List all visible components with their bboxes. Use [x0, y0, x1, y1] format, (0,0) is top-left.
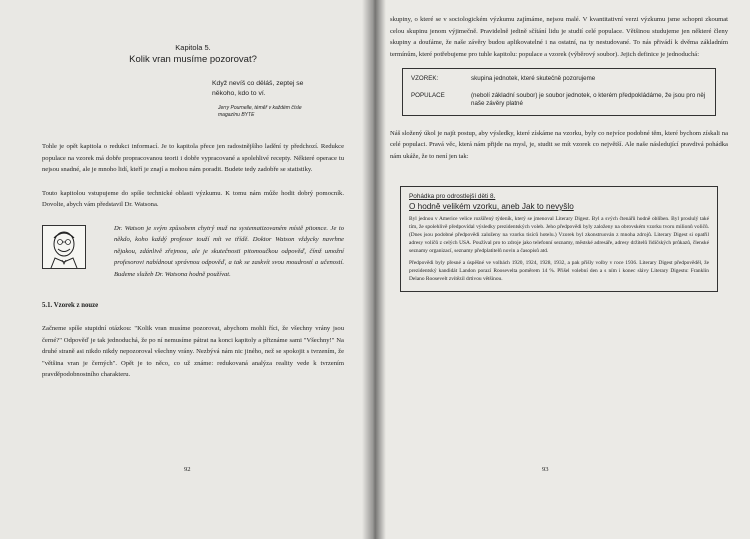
- epigraph-source-line: Jerry Pournelle, téměř v každém čísle: [218, 105, 302, 111]
- definition-term: VZOREK:: [411, 75, 439, 82]
- watson-cartoon-icon: [42, 225, 86, 269]
- chapter-label: Kapitola 5.: [175, 43, 211, 52]
- paragraph: skupiny, o které se v sociologickém výzkumu zajímáme, nejsou malé. V kvantitativní verzi výzkumu jsme schopni zkoumat celou skupinu jenom výjimečně. Pravidelně jedině sčítání lidu je studií celé populace. Většinou studujeme jen některé členy skupiny a doufáme, že naše závěry budou aplikovatelné i na ostatní, na ty nestudované. To nás přivádí k dvěma základním termínům, které potřebujeme pro tuhle kapitolu: populace a vzorek (výběrový soubor). Jejich definice je jednoduchá:: [390, 16, 728, 58]
- paragraph: Začneme spíše stupidní otázkou: "Kolik vran musíme pozorovat, abychom mohli říci, že všechny vrány jsou černé?" Odpověď je tak jednoduchá, že po ní nemusíme pátrat na konci kapitoly a přiznáme sami "Všechny!" Na druhé straně asi nikdo nikdy nepozoroval všechny vrány. Nezbývá nám nic jiného, než se spokojit s tvrzením, že "většina vran je černých". Opět je to něco, co už známe: redukovaná analýza reality vede k tvrzením pravděpodobnostního charakteru.: [42, 325, 344, 378]
- chapter-title: Kolik vran musíme pozorovat?: [129, 54, 257, 65]
- story-box: [400, 186, 718, 292]
- paragraph: Touto kapitolou vstupujeme do spíše technické oblasti výzkumu. K tomu nám může hodit dobrý pomocník. Dovolte, abych vám představil Dr. Watsona.: [42, 189, 344, 208]
- definition-text: skupina jednotek, které skutečně pozorujeme: [471, 75, 596, 82]
- epigraph-source-line: magazínu BYTE: [218, 112, 255, 118]
- page-number: 92: [184, 466, 191, 473]
- book-gutter: [362, 0, 386, 539]
- story-label: Pohádka pro odrostlejší děti 8.: [409, 193, 496, 200]
- paragraph: Tohle je opět kapitola o redukci informací. Je to kapitola přece jen radostnějšího ladění ty předchozí. Redukce populace na vzorek má dobře propracovanou teorii i dobře vypracované a spolehlivé recepty. Některé operace tu nejsou snadné, ale je mnoho lidí, kteří je znají a mohou nám poradit. Budete tedy zadobře se statistiky.: [42, 143, 344, 173]
- story-title: O hodně velikém vzorku, aneb Jak to nevyšlo: [409, 202, 574, 211]
- watson-description: Dr. Watson je svým způsobem chytrý muž na systematizovaném místě pitomce. Je to někdo, koho každý profesor touží mít ve třídě. Doktor Watson vždycky navrhne nějakou, zdánlivě zřejmou, ale je skutečnosti pitomoučkou odpověď, čímž umožní profesorovi nabídnout správnou odpověď, a tak se zaskvít svou moudrostí a učeností. Budeme služeb Dr. Watsona hodně používat.: [114, 224, 344, 278]
- definitions-box: [402, 68, 716, 116]
- epigraph-source: [218, 105, 344, 119]
- watson-aside: [42, 223, 344, 281]
- section-heading: 5.1. Vzorek z nouze: [42, 302, 99, 309]
- epigraph: [212, 79, 344, 99]
- page-number: 93: [542, 466, 549, 473]
- epigraph-line: Když nevíš co děláš, zeptej se: [212, 80, 304, 87]
- left-page: [0, 0, 372, 539]
- story-paragraph: Předpovědi byly přesné a úspěšné ve volbách 1920, 1924, 1928, 1932, a pak přišly volby v roce 1936. Literary Digest předpověděl, že prezidentský kandidát Landon porazí Roosevelta poměrem 14 %. Přišel volební den a s ním i konec slávy Literary Digestu: Franklin Delano Roosevelt zvítězil drtivou většinou.: [409, 260, 709, 282]
- definition-term: POPULACE: [411, 91, 445, 99]
- right-page: [372, 0, 750, 539]
- story-paragraph: Byl jednou v Americe velice rozšířený týdeník, který se jmenoval Literary Digest. Byl a svých čtenářů hodně oblíben. Byl proslulý také tím, že spolehlivě předpovídal výsledky prezidentských voleb. Jeho předpovědi byly založeny na obrovském vzorku tvoru milionů voličů. (Dnes jsou podobné předpovědi založeny na vzorku tisíců hotelu.) Vzorek byl zkonstruován z mnoha zdrojů. Literary Digest si opatřil adresy voličů z celých USA. Používal pro to zdroje jako telefonní seznamy, městské adresáře, adresy držitelů řidičských průkazů, členské seznamy organizací, seznamy předplatitelů novin a časopisů atd.: [409, 216, 709, 254]
- definition-text: (nebolí základní soubor) je soubor jednotek, o kterém předpokládáme, že jsou pro něj naše závěry platné: [471, 91, 706, 107]
- paragraph: Náš složený úkol je najít postup, aby výsledky, které získáme na vzorku, byly co nejvíce podobné těm, které bychom získali na celé populaci. Pravá věc, která nám přijde na mysl, je, studit se mít vzorek co největší. Ale naše následující pravdivá pohádka nám ukáže, že to není jen tak:: [390, 129, 728, 160]
- epigraph-line: někoho, kdo to ví.: [212, 90, 266, 97]
